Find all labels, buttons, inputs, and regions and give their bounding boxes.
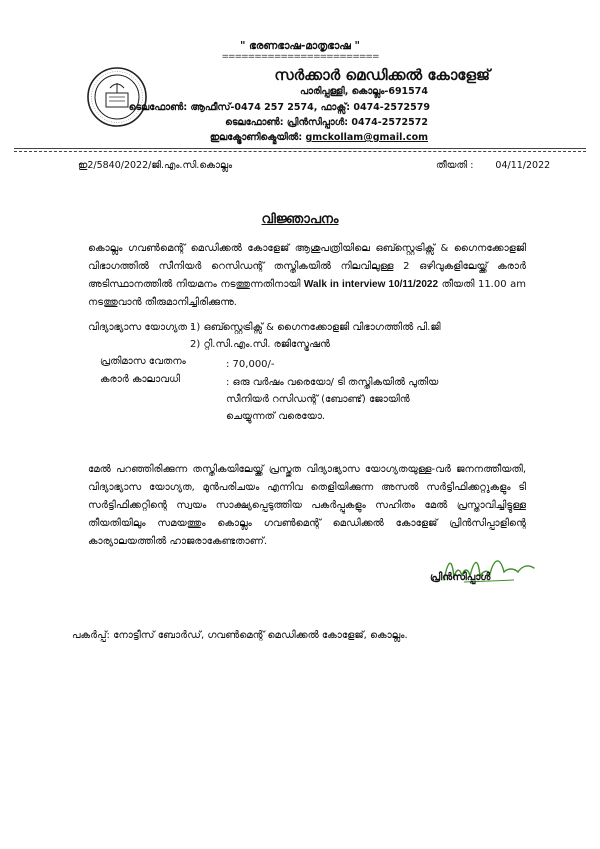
salary-label: പ്രതിമാസ വേതനം bbox=[100, 356, 186, 367]
contract-period-value: : ഒരു വർഷം വരെയോ/ ടി തസ്തികയിൽ പുതിയ സീനിയർ റസിഡന്റ് (ബോണ്ട്) ജോയിൻ ചെയ്യുന്നത് വരെയോ. bbox=[226, 377, 439, 422]
notice-paragraph-2: മേൽ പറഞ്ഞിരിക്കുന്ന തസ്തികയിലേയ്ക്ക് പ്രസ്തുത വിദ്യാഭ്യാസ യോഗ്യതയുള്ള-വർ ജനനത്തീയതി, വിദ്യാഭ്യാസ യോഗ്യത, മുൻപരിചയം എന്നിവ തെളിയിക്കുന്ന അസൽ സർട്ടിഫിക്കറ്റുകളും ടി സർട്ടിഫിക്കറ്റിന്റെ സ്വയം സാക്ഷ്യപ്പെടുത്തിയ പകർപ്പുകളും സഹിതം മേൽ പ്രസ്താവിച്ചിട്ടുള്ള തീയതിയിലും സമയത്തും കൊല്ലം ഗവൺമെന്റ് മെഡിക്കൽ കോളേജ് പ്രിൻസിപ്പാളിന്റെ കാര്യാലയത്തിൽ ഹാജരാകേണ്ടതാണ്. bbox=[88, 464, 526, 547]
principal-signature bbox=[434, 550, 544, 590]
header-divider bbox=[14, 148, 586, 149]
college-seal-logo bbox=[86, 66, 148, 128]
qualification-item-1: 1) ഒബ്സ്റ്റെട്രിക്സ് & ഗൈനക്കോളജി വിഭാഗത്തിൽ പി.ജി bbox=[190, 322, 441, 333]
para1-text-b: തീയതി 11.00 am നടത്തുവാൻ തീരുമാനിച്ചിരിക്കുന്നു. bbox=[88, 279, 526, 308]
notice-date bbox=[436, 160, 550, 171]
motto: " ഭരണഭാഷ-മാതൃഭാഷ " bbox=[240, 40, 360, 52]
salary-value: : 70,000/- bbox=[226, 359, 275, 370]
qualification-label: വിദ്യാഭ്യാസ യോഗ്യത : bbox=[88, 322, 194, 333]
walk-in-interview-date: Walk in interview 10/11/2022 bbox=[303, 279, 439, 290]
college-address: പാരിപ്പള്ളി, കൊല്ലം-691574 bbox=[300, 86, 428, 97]
date-value: 04/11/2022 bbox=[495, 160, 551, 171]
motto-rule: ======================== bbox=[221, 52, 379, 62]
notice-title: വിജ്ഞാപനം bbox=[261, 212, 339, 227]
header-divider-dashed bbox=[14, 151, 586, 152]
email-link[interactable]: gmckollam@gmail.com bbox=[305, 132, 428, 143]
para1-text-a: കൊല്ലം ഗവൺമെന്റ് മെഡിക്കൽ കോളേജ് ആശുപത്രിയിലെ ഒബ്സ്റ്റെട്രിക്സ് & ഗൈനക്കോളജി വിഭാഗത്തിൽ സീനിയർ റെസിഡന്റ് തസ്തികയിൽ നിലവിലുള്ള 2 ഒഴിവുകളിലേയ്ക്ക് കരാർ അടിസ്ഥാനത്തിൽ നിയമനം നടത്തുന്നതിനായി bbox=[88, 243, 526, 290]
contract-period-label: കരാർ കാലാവധി bbox=[100, 374, 180, 385]
email-line bbox=[210, 132, 428, 143]
qualification-item-2: 2) റ്റി.സി.എം.സി. രജിസ്ട്രേഷൻ bbox=[190, 339, 330, 350]
notice-paragraph-1 bbox=[88, 240, 526, 312]
copy-to-line: പകർപ്പ്: നോട്ടീസ് ബോർഡ്, ഗവൺമെന്റ് മെഡിക്കൽ കോളേജ്, കൊല്ലം. bbox=[72, 630, 408, 641]
college-name: സർക്കാർ മെഡിക്കൽ കോളേജ് bbox=[274, 66, 490, 84]
email-label: ഇലക്ട്രോണിക്മെയിൽ: bbox=[209, 132, 303, 143]
office-phone: ടെലഫോൺ: ആഫീസ്-0474 257 2574, ഫാക്സ്: 0474-2572579 bbox=[128, 102, 430, 113]
reference-number: ഇ2/5840/2022/ജി.എം.സി.കൊല്ലം bbox=[78, 160, 233, 171]
date-label: തീയതി : bbox=[436, 160, 474, 171]
principal-designation: പ്രിൻസിപ്പാൾ bbox=[430, 572, 491, 583]
principal-phone: ടെലഫോൺ: പ്രിൻസിപ്പാൾ: 0474-2572572 bbox=[225, 117, 428, 128]
